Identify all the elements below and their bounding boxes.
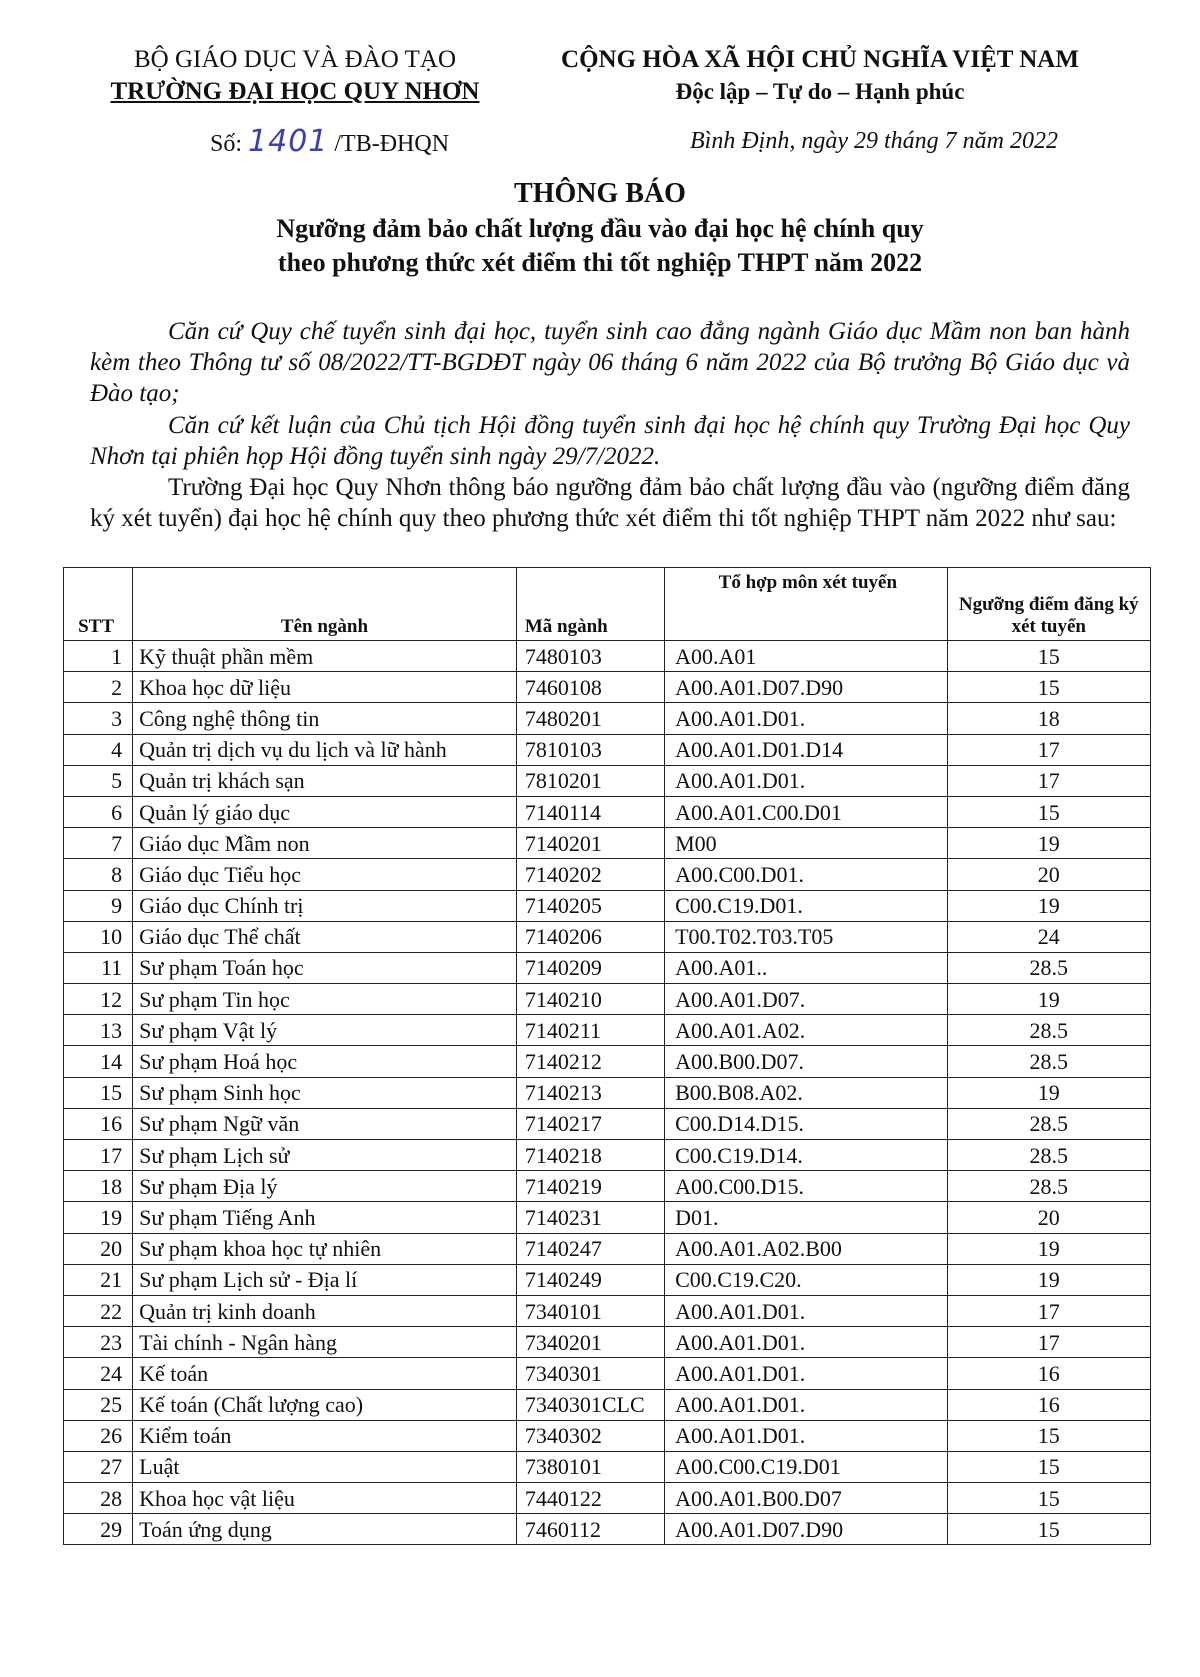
cell-code: 7460112 xyxy=(516,1514,664,1545)
cell-combo: T00.T02.T03.T05 xyxy=(665,921,948,952)
cell-score: 28.5 xyxy=(947,952,1150,983)
cell-code: 7140206 xyxy=(516,921,664,952)
table-row xyxy=(64,703,1151,734)
country-name: CỘNG HÒA XÃ HỘI CHỦ NGHĨA VIỆT NAM xyxy=(561,46,1079,73)
cell-combo: A00.C00.D15. xyxy=(665,1171,948,1202)
cell-score: 19 xyxy=(947,828,1150,859)
header-name: Tên ngành xyxy=(133,568,517,641)
cell-score: 15 xyxy=(947,1451,1150,1482)
cell-code: 7140212 xyxy=(516,1046,664,1077)
table-row xyxy=(64,1140,1151,1171)
table-row xyxy=(64,672,1151,703)
cell-score: 20 xyxy=(947,1202,1150,1233)
cell-name: Giáo dục Chính trị xyxy=(133,890,517,921)
cell-combo: B00.B08.A02. xyxy=(665,1077,948,1108)
cell-code: 7810201 xyxy=(516,765,664,796)
table-row xyxy=(64,1327,1151,1358)
cell-stt: 2 xyxy=(64,672,133,703)
cell-name: Kiểm toán xyxy=(133,1420,517,1451)
cell-combo: A00.A01.A02. xyxy=(665,1015,948,1046)
cell-score: 15 xyxy=(947,641,1150,672)
cell-name: Quản trị kinh doanh xyxy=(133,1295,517,1326)
cell-name: Luật xyxy=(133,1451,517,1482)
cell-stt: 1 xyxy=(64,641,133,672)
cell-combo: A00.A01.D01. xyxy=(665,1295,948,1326)
table-row xyxy=(64,828,1151,859)
cell-name: Sư phạm Địa lý xyxy=(133,1171,517,1202)
cell-name: Công nghệ thông tin xyxy=(133,703,517,734)
cell-score: 17 xyxy=(947,734,1150,765)
cell-stt: 3 xyxy=(64,703,133,734)
table-row xyxy=(64,796,1151,827)
cell-stt: 7 xyxy=(64,828,133,859)
paragraph-announcement: Trường Đại học Quy Nhơn thông báo ngưỡng đảm bảo chất lượng đầu vào (ngưỡng điểm đăng ký xét tuyển) đại học hệ chính quy theo phương thức xét điểm thi tốt nghiệp THPT năm 2022 như sau: xyxy=(90,474,1130,532)
cell-name: Sư phạm Tin học xyxy=(133,984,517,1015)
cell-name: Sư phạm Tiếng Anh xyxy=(133,1202,517,1233)
table-row xyxy=(64,1483,1151,1514)
cell-combo: A00.A01.D07. xyxy=(665,984,948,1015)
cell-code: 7140231 xyxy=(516,1202,664,1233)
cell-combo: C00.C19.D01. xyxy=(665,890,948,921)
table-row xyxy=(64,1233,1151,1264)
cell-combo: A00.B00.D07. xyxy=(665,1046,948,1077)
cell-combo: A00.A01.C00.D01 xyxy=(665,796,948,827)
cell-combo: A00.C00.C19.D01 xyxy=(665,1451,948,1482)
cell-name: Quản trị dịch vụ du lịch và lữ hành xyxy=(133,734,517,765)
cell-score: 19 xyxy=(947,1264,1150,1295)
cell-name: Sư phạm Lịch sử - Địa lí xyxy=(133,1264,517,1295)
cell-code: 7380101 xyxy=(516,1451,664,1482)
document-subtitle-2: theo phương thức xét điểm thi tốt nghiệp THPT năm 2022 xyxy=(277,248,923,277)
cell-name: Giáo dục Tiểu học xyxy=(133,859,517,890)
table-row xyxy=(64,1046,1151,1077)
table-row xyxy=(64,734,1151,765)
table-row xyxy=(64,1420,1151,1451)
cell-name: Kỹ thuật phần mềm xyxy=(133,641,517,672)
cell-name: Sư phạm Hoá học xyxy=(133,1046,517,1077)
cell-stt: 11 xyxy=(64,952,133,983)
cell-name: Kế toán xyxy=(133,1358,517,1389)
cell-code: 7810103 xyxy=(516,734,664,765)
table-row xyxy=(64,1202,1151,1233)
cell-code: 7340201 xyxy=(516,1327,664,1358)
number-prefix: Số: xyxy=(210,131,243,157)
cell-stt: 28 xyxy=(64,1483,133,1514)
cell-name: Khoa học vật liệu xyxy=(133,1483,517,1514)
cell-code: 7340301CLC xyxy=(516,1389,664,1420)
table-row xyxy=(64,1015,1151,1046)
cell-stt: 17 xyxy=(64,1140,133,1171)
cell-score: 17 xyxy=(947,765,1150,796)
cell-name: Sư phạm Toán học xyxy=(133,952,517,983)
cell-score: 15 xyxy=(947,1514,1150,1545)
university-name: TRƯỜNG ĐẠI HỌC QUY NHƠN xyxy=(110,78,480,105)
cell-code: 7140219 xyxy=(516,1171,664,1202)
cell-score: 15 xyxy=(947,796,1150,827)
cell-code: 7140114 xyxy=(516,796,664,827)
cell-combo: A00.A01.. xyxy=(665,952,948,983)
cell-stt: 16 xyxy=(64,1108,133,1139)
cell-stt: 21 xyxy=(64,1264,133,1295)
cell-stt: 12 xyxy=(64,984,133,1015)
cell-score: 28.5 xyxy=(947,1046,1150,1077)
table-row xyxy=(64,1295,1151,1326)
cell-name: Quản lý giáo dục xyxy=(133,796,517,827)
cell-code: 7140201 xyxy=(516,828,664,859)
cell-code: 7440122 xyxy=(516,1483,664,1514)
cell-stt: 8 xyxy=(64,859,133,890)
cell-combo: A00.A01.A02.B00 xyxy=(665,1233,948,1264)
cell-stt: 13 xyxy=(64,1015,133,1046)
cell-score: 19 xyxy=(947,1077,1150,1108)
cell-score: 18 xyxy=(947,703,1150,734)
cell-name: Toán ứng dụng xyxy=(133,1514,517,1545)
cell-code: 7140249 xyxy=(516,1264,664,1295)
cell-name: Khoa học dữ liệu xyxy=(133,672,517,703)
cell-score: 15 xyxy=(947,672,1150,703)
cell-code: 7140218 xyxy=(516,1140,664,1171)
cell-score: 16 xyxy=(947,1358,1150,1389)
cell-combo: C00.C19.C20. xyxy=(665,1264,948,1295)
cell-name: Quản trị khách sạn xyxy=(133,765,517,796)
cell-name: Sư phạm khoa học tự nhiên xyxy=(133,1233,517,1264)
cell-stt: 9 xyxy=(64,890,133,921)
cell-stt: 29 xyxy=(64,1514,133,1545)
table-row xyxy=(64,1171,1151,1202)
cell-name: Giáo dục Mầm non xyxy=(133,828,517,859)
national-motto: Độc lập – Tự do – Hạnh phúc xyxy=(675,79,965,104)
cell-name: Sư phạm Vật lý xyxy=(133,1015,517,1046)
cell-stt: 23 xyxy=(64,1327,133,1358)
cell-score: 19 xyxy=(947,890,1150,921)
cell-code: 7340301 xyxy=(516,1358,664,1389)
document-title: THÔNG BÁO xyxy=(514,178,686,209)
cell-score: 28.5 xyxy=(947,1171,1150,1202)
cell-code: 7140209 xyxy=(516,952,664,983)
cell-stt: 15 xyxy=(64,1077,133,1108)
cell-code: 7480201 xyxy=(516,703,664,734)
table-row xyxy=(64,1077,1151,1108)
cell-code: 7340302 xyxy=(516,1420,664,1451)
cell-stt: 24 xyxy=(64,1358,133,1389)
table-row xyxy=(64,1389,1151,1420)
threshold-table xyxy=(63,567,1151,1545)
document-subtitle-1: Ngưỡng đảm bảo chất lượng đầu vào đại học hệ chính quy xyxy=(276,214,924,243)
cell-name: Sư phạm Lịch sử xyxy=(133,1140,517,1171)
cell-stt: 19 xyxy=(64,1202,133,1233)
cell-code: 7340101 xyxy=(516,1295,664,1326)
paragraph-legal-basis-1: Căn cứ Quy chế tuyển sinh đại học, tuyển sinh cao đẳng ngành Giáo dục Mầm non ban hành kèm theo Thông tư số 08/2022/TT-BGDĐT ngày 06 tháng 6 năm 2022 của Bộ trưởng Bộ Giáo dục và Đào tạo; xyxy=(90,318,1130,407)
cell-stt: 25 xyxy=(64,1389,133,1420)
cell-name: Kế toán (Chất lượng cao) xyxy=(133,1389,517,1420)
table-row xyxy=(64,765,1151,796)
cell-combo: A00.A01.D01.D14 xyxy=(665,734,948,765)
cell-stt: 18 xyxy=(64,1171,133,1202)
cell-combo: A00.A01.D01. xyxy=(665,1327,948,1358)
cell-score: 19 xyxy=(947,984,1150,1015)
table-row xyxy=(64,890,1151,921)
cell-code: 7140205 xyxy=(516,890,664,921)
number-handwritten: 1401 xyxy=(248,124,329,159)
cell-stt: 27 xyxy=(64,1451,133,1482)
cell-combo: C00.D14.D15. xyxy=(665,1108,948,1139)
table-row xyxy=(64,1108,1151,1139)
table-row xyxy=(64,859,1151,890)
document-number xyxy=(210,124,449,159)
cell-combo: C00.C19.D14. xyxy=(665,1140,948,1171)
header-stt: STT xyxy=(64,568,133,641)
cell-stt: 10 xyxy=(64,921,133,952)
cell-combo: A00.C00.D01. xyxy=(665,859,948,890)
cell-score: 16 xyxy=(947,1389,1150,1420)
table-row xyxy=(64,1358,1151,1389)
cell-stt: 4 xyxy=(64,734,133,765)
cell-combo: A00.A01.D01. xyxy=(665,703,948,734)
cell-name: Sư phạm Sinh học xyxy=(133,1077,517,1108)
table-row xyxy=(64,641,1151,672)
cell-stt: 22 xyxy=(64,1295,133,1326)
cell-code: 7460108 xyxy=(516,672,664,703)
cell-score: 20 xyxy=(947,859,1150,890)
header-score: Ngưỡng điểm đăng ký xét tuyển xyxy=(947,568,1150,641)
cell-code: 7140202 xyxy=(516,859,664,890)
ministry-name: BỘ GIÁO DỤC VÀ ĐÀO TẠO xyxy=(134,46,456,73)
cell-combo: A00.A01.D01. xyxy=(665,1358,948,1389)
table-body xyxy=(64,641,1151,1545)
table-row xyxy=(64,984,1151,1015)
cell-name: Giáo dục Thể chất xyxy=(133,921,517,952)
cell-name: Sư phạm Ngữ văn xyxy=(133,1108,517,1139)
cell-score: 24 xyxy=(947,921,1150,952)
table-row xyxy=(64,952,1151,983)
table-row xyxy=(64,921,1151,952)
cell-combo: A00.A01.D07.D90 xyxy=(665,1514,948,1545)
cell-combo: A00.A01.D01. xyxy=(665,1420,948,1451)
number-suffix: /TB-ĐHQN xyxy=(334,131,450,157)
header-combo: Tổ hợp môn xét tuyển xyxy=(665,568,948,641)
paragraph-legal-basis-2: Căn cứ kết luận của Chủ tịch Hội đồng tuyển sinh đại học hệ chính quy Trường Đại học Quy Nhơn tại phiên họp Hội đồng tuyển sinh ngày 29/7/2022. xyxy=(90,412,1130,470)
cell-combo: A00.A01 xyxy=(665,641,948,672)
cell-stt: 6 xyxy=(64,796,133,827)
cell-score: 15 xyxy=(947,1420,1150,1451)
national-header xyxy=(520,44,1120,108)
cell-score: 28.5 xyxy=(947,1015,1150,1046)
table-row xyxy=(64,1514,1151,1545)
cell-code: 7140211 xyxy=(516,1015,664,1046)
cell-stt: 26 xyxy=(64,1420,133,1451)
cell-code: 7140213 xyxy=(516,1077,664,1108)
table-header-row xyxy=(64,568,1151,641)
header-code: Mã ngành xyxy=(516,568,664,641)
cell-stt: 14 xyxy=(64,1046,133,1077)
cell-code: 7140217 xyxy=(516,1108,664,1139)
table-row xyxy=(64,1451,1151,1482)
cell-score: 17 xyxy=(947,1327,1150,1358)
cell-score: 28.5 xyxy=(947,1140,1150,1171)
issuer-block xyxy=(80,44,510,108)
cell-stt: 5 xyxy=(64,765,133,796)
cell-code: 7140247 xyxy=(516,1233,664,1264)
table-row xyxy=(64,1264,1151,1295)
cell-stt: 20 xyxy=(64,1233,133,1264)
cell-score: 28.5 xyxy=(947,1108,1150,1139)
cell-combo: D01. xyxy=(665,1202,948,1233)
cell-score: 19 xyxy=(947,1233,1150,1264)
cell-score: 15 xyxy=(947,1483,1150,1514)
cell-combo: A00.A01.D01. xyxy=(665,1389,948,1420)
cell-combo: A00.A01.D07.D90 xyxy=(665,672,948,703)
cell-code: 7480103 xyxy=(516,641,664,672)
cell-name: Tài chính - Ngân hàng xyxy=(133,1327,517,1358)
cell-code: 7140210 xyxy=(516,984,664,1015)
cell-combo: A00.A01.D01. xyxy=(665,765,948,796)
document-date: Bình Định, ngày 29 tháng 7 năm 2022 xyxy=(690,128,1058,154)
cell-combo: A00.A01.B00.D07 xyxy=(665,1483,948,1514)
cell-combo: M00 xyxy=(665,828,948,859)
cell-score: 17 xyxy=(947,1295,1150,1326)
